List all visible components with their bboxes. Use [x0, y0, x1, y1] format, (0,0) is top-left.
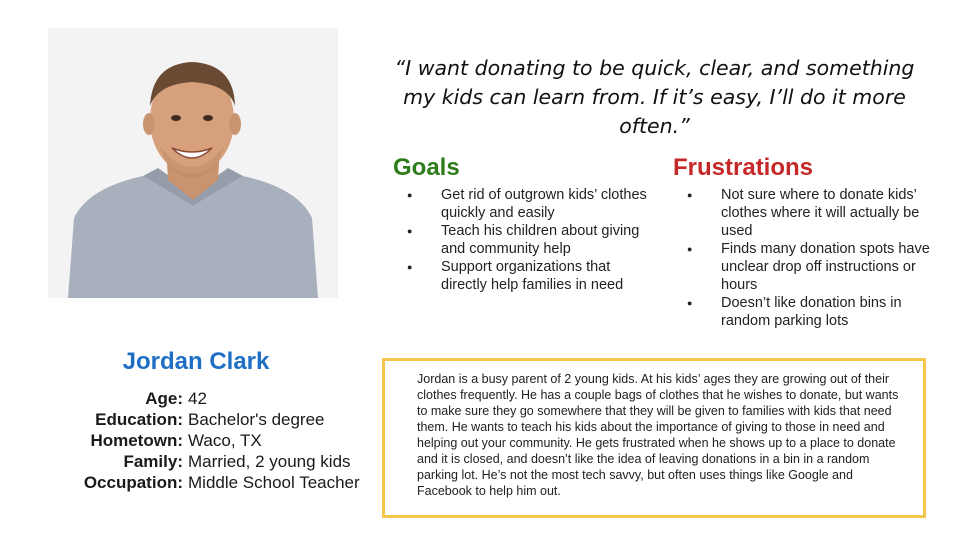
persona-details — [60, 388, 380, 493]
persona-photo — [48, 28, 338, 298]
detail-value: Bachelor's degree — [188, 410, 325, 429]
persona-name: Jordan Clark — [122, 348, 270, 375]
goal-item: ● Support organizations that directly help families in need — [393, 258, 655, 294]
detail-row-family — [60, 451, 380, 472]
detail-label: Family: — [123, 452, 183, 471]
detail-label: Occupation: — [83, 473, 183, 492]
detail-label: Education: — [95, 410, 183, 429]
goals-list — [393, 186, 655, 294]
detail-row-education — [60, 409, 380, 430]
detail-label: Hometown: — [90, 431, 183, 450]
frustrations-list — [673, 186, 935, 330]
goal-item: ● Teach his children about giving and community help — [393, 222, 655, 258]
detail-value: 42 — [188, 389, 207, 408]
frustration-item: ● Finds many donation spots have unclear drop off instructions or hours — [673, 240, 935, 294]
frustrations-section — [673, 154, 935, 330]
goals-section — [393, 154, 655, 294]
detail-row-age — [60, 388, 380, 409]
goals-heading: Goals — [393, 154, 460, 181]
detail-value: Waco, TX — [188, 431, 262, 450]
detail-value: Middle School Teacher — [188, 473, 360, 492]
persona-bio-box — [382, 358, 926, 518]
detail-label: Age: — [145, 389, 183, 408]
frustration-item: ● Doesn’t like donation bins in random parking lots — [673, 294, 935, 330]
detail-row-hometown — [60, 430, 380, 451]
detail-value: Married, 2 young kids — [188, 452, 351, 471]
persona-photo-illustration — [48, 28, 338, 298]
persona-bio: Jordan is a busy parent of 2 young kids. At his kids’ ages they are growing out of their clothes frequently. He has a couple bags of clothes that he wishes to donate, but wants to make sure they go somewhere that they will be given to families with kids that need them. He wants to teach his kids about the importance of giving to those in need and helping out your community. He gets frustrated when he shows up to a place to donate and it is closed, and doesn’t like the idea of leaving donations in a bin in a random parking lot. He’s not the most tech savvy, but often uses things like Google and Facebook to help him out. — [417, 372, 899, 498]
frustration-item: ● Not sure where to donate kids’ clothes where it will actually be used — [673, 186, 935, 240]
goal-item: ● Get rid of outgrown kids’ clothes quickly and easily — [393, 186, 655, 222]
detail-row-occupation — [60, 472, 380, 493]
frustrations-heading: Frustrations — [673, 154, 814, 181]
persona-quote: “I want donating to be quick, clear, and something my kids can learn from. If it’s easy, I’ll do it more often.” — [394, 56, 915, 138]
